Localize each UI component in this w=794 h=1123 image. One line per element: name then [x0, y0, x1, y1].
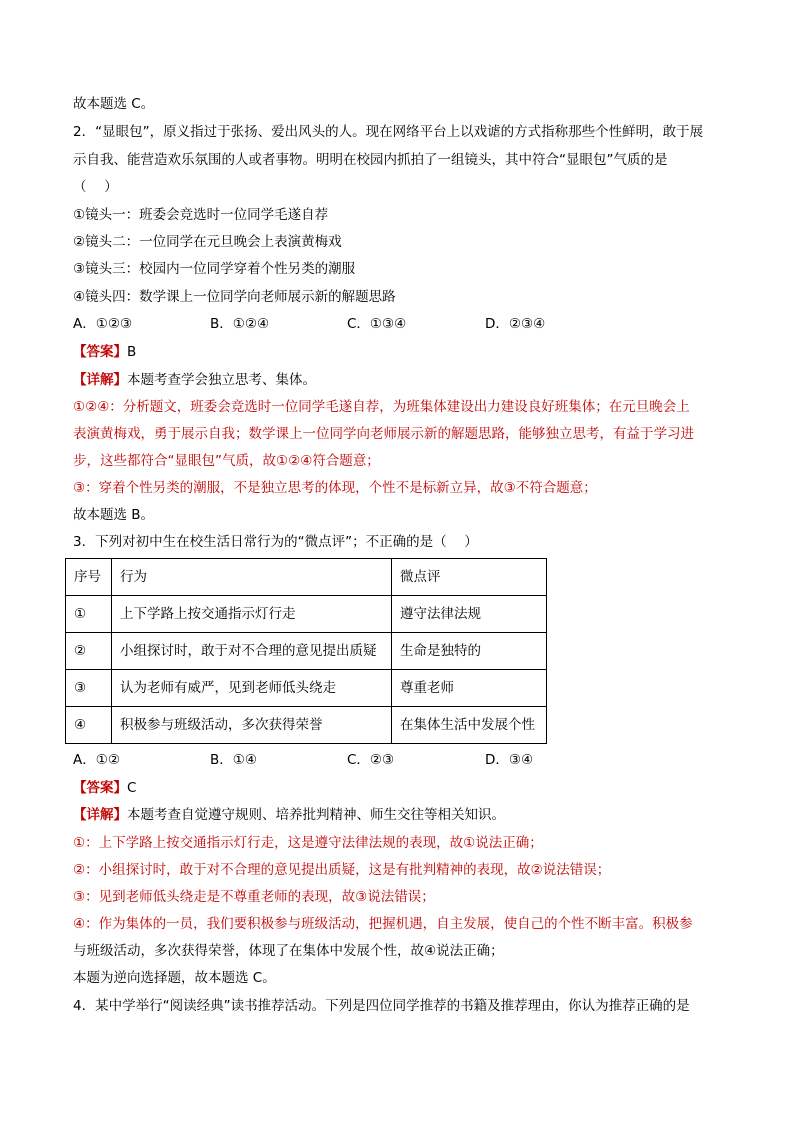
q3-answer-line: [73, 778, 136, 798]
table-cell: ①: [66, 596, 112, 633]
table-cell: ③: [66, 670, 112, 707]
table-header-cell: 序号: [66, 559, 112, 596]
table-row: [66, 670, 547, 707]
q2-answer-line: [73, 342, 136, 362]
table-cell: 积极参与班级活动，多次获得荣誉: [112, 707, 392, 744]
q3-option-c: C．②③: [347, 752, 395, 768]
detail-tag: 【详解】: [73, 372, 127, 388]
q2-item-1: ①镜头一：班委会竞选时一位同学毛遂自荐: [73, 207, 329, 223]
table-row: [66, 707, 547, 744]
q1-conclusion: 故本题选 C。: [73, 96, 155, 112]
q2-item-3: ③镜头三：校园内一位同学穿着个性另类的潮服: [73, 261, 356, 277]
q3-analysis-line-3: ③：见到老师低头绕走是不尊重老师的表现，故③说法错误；: [73, 889, 435, 905]
q2-detail: 本题考查学会独立思考、集体。: [127, 372, 316, 388]
table-header-cell: 微点评: [392, 559, 547, 596]
table-cell: 尊重老师: [392, 670, 547, 707]
answer-tag: 【答案】: [73, 344, 127, 360]
table-cell: 生命是独特的: [392, 633, 547, 670]
q2-stem-line-2: 示自我、能营造欢乐氛围的人或者事物。明明在校园内抓拍了一组镜头，其中符合“显眼包”气质的是: [73, 152, 668, 168]
q2-answer: B: [127, 344, 137, 360]
table-row: [66, 633, 547, 670]
q2-option-b: B．①②④: [210, 316, 270, 332]
q2-option-a: A．①②③: [73, 316, 133, 332]
q3-tail-line-2: 本题为逆向选择题，故本题选 C。: [73, 970, 276, 986]
q3-analysis-line-1: ①：上下学路上按交通指示灯行走，这是遵守法律法规的表现，故①说法正确；: [73, 835, 543, 851]
q2-conclusion: 故本题选 B。: [73, 507, 155, 523]
q3-option-a: A．①②: [73, 752, 120, 768]
q2-detail-line: [73, 370, 316, 390]
q2-analysis-line-1: ①②④：分析题文，班委会竞选时一位同学毛遂自荐，为班集体建设出力建设良好班集体；在元旦晚会上: [73, 399, 690, 415]
q4-stem: 4．某中学举行“阅读经典”读书推荐活动。下列是四位同学推荐的书籍及推荐理由，你认为推荐正确的是: [73, 998, 690, 1014]
table-row: [66, 596, 547, 633]
table-header-cell: 行为: [112, 559, 392, 596]
q3-stem: 3．下列对初中生在校生活日常行为的“微点评”；不正确的是（ ）: [73, 534, 478, 550]
q3-analysis-line-4: ④：作为集体的一员，我们要积极参与班级活动，把握机遇，自主发展，使自己的个性不断丰富。积极参: [73, 916, 693, 932]
table-cell: 上下学路上按交通指示灯行走: [112, 596, 392, 633]
table-cell: 遵守法律法规: [392, 596, 547, 633]
q2-stem-line-1: 2．“显眼包”，原义指过于张扬、爱出风头的人。现在网络平台上以戏谑的方式指称那些个性鲜明，敢于展: [73, 124, 704, 140]
table-cell: ②: [66, 633, 112, 670]
q2-option-c: C．①③④: [347, 316, 407, 332]
q2-analysis-line-3: 步，这些都符合“显眼包”气质，故①②④符合题意；: [73, 453, 380, 469]
q2-item-4: ④镜头四：数学课上一位同学向老师展示新的解题思路: [73, 289, 396, 305]
q3-option-d: D．③④: [485, 752, 534, 768]
q2-option-d: D．②③④: [485, 316, 546, 332]
answer-tag: 【答案】: [73, 780, 127, 796]
table-cell: 认为老师有威严，见到老师低头绕走: [112, 670, 392, 707]
q2-analysis-line-4: ③：穿着个性另类的潮服，不是独立思考的体现，个性不是标新立异，故③不符合题意；: [73, 480, 597, 496]
detail-tag: 【详解】: [73, 807, 127, 823]
q3-detail: 本题考查自觉遵守规则、培养批判精神、师生交往等相关知识。: [127, 807, 505, 823]
q2-item-2: ②镜头二：一位同学在元旦晚会上表演黄梅戏: [73, 234, 342, 250]
table-cell: 在集体生活中发展个性: [392, 707, 547, 744]
q3-analysis-line-2: ②：小组探讨时，敢于对不合理的意见提出质疑，这是有批判精神的表现，故②说法错误；: [73, 862, 611, 878]
q2-analysis-line-2: 表演黄梅戏，勇于展示自我；数学课上一位同学向老师展示新的解题思路，能够独立思考，有益于学习进: [73, 426, 694, 442]
q3-detail-line: [73, 805, 505, 825]
q3-answer: C: [127, 780, 137, 796]
table-cell: ④: [66, 707, 112, 744]
table-header-row: [66, 559, 547, 596]
q2-stem-line-3: （ ）: [73, 179, 118, 195]
q3-table: [65, 558, 547, 744]
table-cell: 小组探讨时，敢于对不合理的意见提出质疑: [112, 633, 392, 670]
q3-tail-line-1: 与班级活动，多次获得荣誉，体现了在集体中发展个性，故④说法正确；: [73, 943, 504, 959]
q3-option-b: B．①④: [210, 752, 257, 768]
